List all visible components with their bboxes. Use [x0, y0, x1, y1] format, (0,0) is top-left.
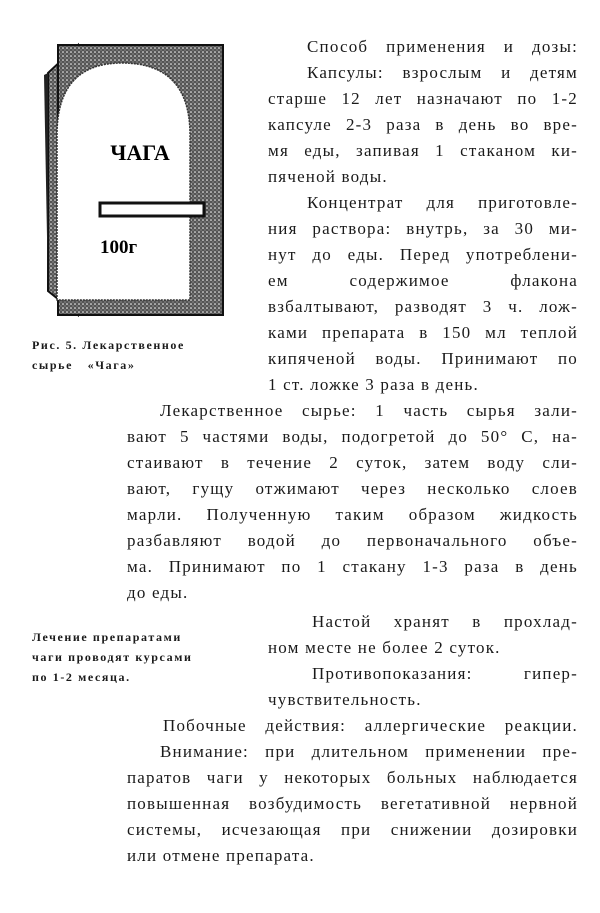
- raw-material-line: стаивают в течение 2 суток, затем воду сли-: [127, 453, 578, 472]
- raw-material-line: до еды.: [127, 583, 189, 602]
- raw-material-line: вают, гущу отжимают через несколько слоев: [127, 479, 578, 498]
- bottom-line: Побочные действия: аллергические реакции.: [163, 716, 578, 735]
- storage-line: Настой хранят в прохлад-: [312, 612, 578, 631]
- bottom-line: повышенная возбудимость вегетативной нервной: [127, 794, 578, 813]
- right-top-line: ем содержимое флакона: [268, 271, 578, 290]
- right-top-line: старше 12 лет назначают по 1-2: [268, 89, 578, 108]
- right-top-line: 1 ст. ложке 3 раза в день.: [268, 375, 479, 394]
- right-top-line: нут до еды. Перед употреблени-: [268, 245, 578, 264]
- right-top-line: Концентрат для приготовле-: [307, 193, 578, 212]
- figure-caption-line-1: Рис. 5. Лекарственное: [32, 338, 185, 352]
- bottom-line: или отмене препарата.: [127, 846, 315, 865]
- right-top-line: капсуле 2-3 раза в день во вре-: [268, 115, 578, 134]
- storage-line: Противопоказания: гипер-: [312, 664, 578, 683]
- right-top-line: ния раствора: внутрь, за 30 ми-: [268, 219, 578, 238]
- raw-material-line: вают 5 частями воды, подогретой до 50° С, на-: [127, 427, 578, 446]
- bottom-line: системы, исчезающая при снижении дозировки: [127, 820, 578, 839]
- right-top-line: взбалтывают, разводят 3 ч. лож-: [268, 297, 578, 316]
- storage-line: чувствительность.: [268, 690, 422, 709]
- package-weight-text: 100г: [100, 237, 138, 258]
- raw-material-line: разбавляют водой до первоначального объе-: [127, 531, 578, 550]
- right-top-line: мя еды, запивая 1 стаканом ки-: [268, 141, 578, 160]
- right-top-line: ками препарата в 150 мл теплой: [268, 323, 578, 342]
- figure-caption-line-2: сырье «Чага»: [32, 358, 136, 372]
- side-note-line-1: Лечение препаратами: [32, 630, 182, 644]
- side-note-line-3: по 1-2 месяца.: [32, 670, 131, 684]
- side-note-line-2: чаги проводят курсами: [32, 650, 193, 664]
- package-brand-text: ЧАГА: [110, 140, 170, 165]
- right-top-line: кипяченой воды. Принимают по: [268, 349, 578, 368]
- right-top-line: пяченой воды.: [268, 167, 388, 186]
- right-top-line: Капсулы: взрослым и детям: [307, 63, 578, 82]
- raw-material-line: Лекарственное сырье: 1 часть сырья зали-: [160, 401, 578, 420]
- right-top-line: Способ применения и дозы:: [307, 37, 578, 56]
- chaga-package-illustration: [30, 35, 230, 325]
- bottom-line: Внимание: при длительном применении пре-: [160, 742, 578, 761]
- storage-line: ном месте не более 2 суток.: [268, 638, 501, 657]
- raw-material-line: марли. Полученную таким образом жидкость: [127, 505, 578, 524]
- raw-material-line: ма. Принимают по 1 стакану 1-3 раза в день: [127, 557, 578, 576]
- bottom-line: паратов чаги у некоторых больных наблюдается: [127, 768, 578, 787]
